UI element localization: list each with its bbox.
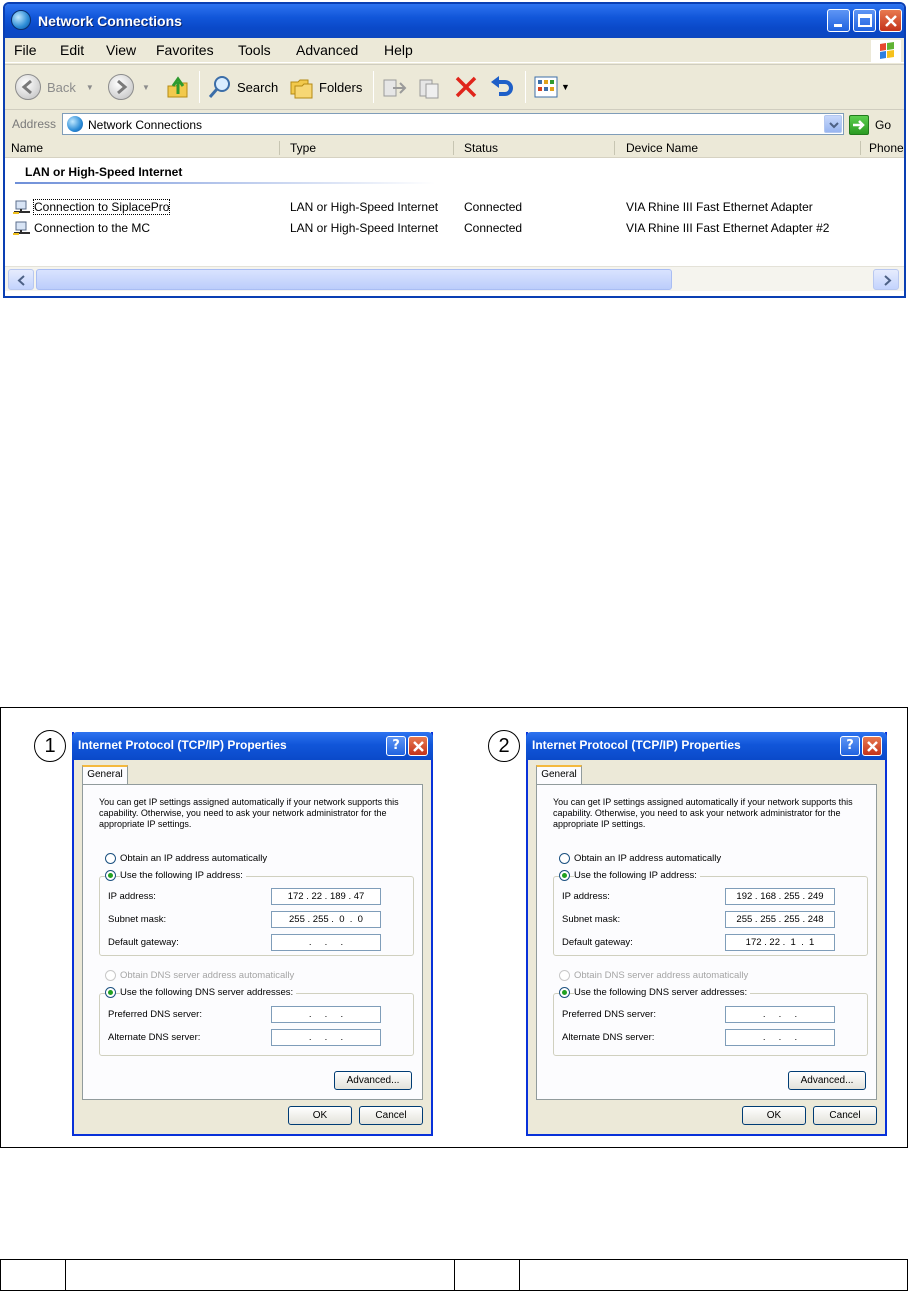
obtain-ip-label: Obtain an IP address automatically (574, 853, 722, 864)
network-globe-icon (11, 10, 31, 30)
move-to-button[interactable] (381, 73, 407, 101)
window-title: Network Connections (38, 13, 182, 29)
advanced-button[interactable]: Advanced... (334, 1071, 412, 1090)
obtain-dns-radio[interactable] (559, 970, 570, 981)
copy-to-button[interactable] (417, 73, 443, 101)
copy-to-icon (417, 74, 443, 100)
default-gateway-field[interactable]: . . . (271, 934, 381, 951)
ok-button[interactable]: OK (742, 1106, 806, 1125)
dns-group (99, 993, 414, 1056)
ok-button[interactable]: OK (288, 1106, 352, 1125)
ip-address-label: IP address: (108, 891, 156, 902)
obtain-dns-radio[interactable] (105, 970, 116, 981)
table-cell (1, 1260, 66, 1290)
default-gateway-label: Default gateway: (562, 937, 633, 948)
folders-icon (289, 74, 315, 100)
ip-address-field[interactable]: 172 . 22 . 189 . 47 (271, 888, 381, 905)
views-grid-icon (533, 74, 559, 100)
use-ip-radio[interactable] (105, 870, 116, 881)
general-panel (82, 784, 423, 1100)
dialog-title-bar[interactable] (72, 732, 433, 760)
up-folder-icon (165, 74, 191, 100)
close-button[interactable] (879, 9, 902, 32)
close-icon (409, 737, 429, 757)
column-name[interactable]: Name (11, 141, 44, 155)
address-value: Network Connections (88, 118, 203, 132)
tab-general[interactable]: General (536, 765, 582, 785)
close-icon (863, 737, 883, 757)
column-type[interactable]: Type (290, 141, 317, 155)
go-button[interactable] (849, 114, 906, 136)
alternate-dns-label: Alternate DNS server: (108, 1032, 201, 1043)
general-panel (536, 784, 877, 1100)
title-bar[interactable] (5, 4, 904, 38)
back-button[interactable] (15, 73, 94, 101)
group-heading: LAN or High-Speed Internet (25, 165, 183, 179)
preferred-dns-label: Preferred DNS server: (562, 1009, 656, 1020)
menu-tools[interactable]: Tools (238, 42, 271, 58)
menu-edit[interactable]: Edit (60, 42, 85, 58)
lan-connection-icon (13, 220, 31, 236)
connection-name: Connection to the MC (34, 221, 151, 235)
use-dns-label: Use the following DNS server addresses: (574, 987, 750, 998)
connection-type: LAN or High-Speed Internet (290, 200, 439, 214)
obtain-ip-radio[interactable] (559, 853, 570, 864)
callout-1: 1 (34, 730, 66, 762)
lan-connection-icon (13, 199, 31, 215)
minimize-button[interactable] (827, 9, 850, 32)
network-connections-window (3, 2, 906, 298)
menu-view[interactable]: View (106, 42, 137, 58)
connections-list (5, 138, 904, 298)
use-ip-label: Use the following IP address: (120, 870, 246, 881)
use-ip-label: Use the following IP address: (574, 870, 700, 881)
views-button[interactable] (533, 73, 570, 101)
search-label: Search (237, 79, 279, 95)
help-button[interactable]: ? (386, 736, 406, 756)
tcpip-dialog-1 (72, 732, 433, 1136)
back-label: Back (47, 79, 76, 95)
group-divider (15, 182, 435, 184)
subnet-mask-field[interactable]: 255 . 255 . 0 . 0 (271, 911, 381, 928)
network-globe-icon (67, 116, 83, 132)
list-item[interactable] (5, 198, 904, 216)
obtain-ip-radio[interactable] (105, 853, 116, 864)
callout-2: 2 (488, 730, 520, 762)
address-field[interactable] (62, 113, 844, 135)
horizontal-scrollbar[interactable] (5, 266, 904, 291)
chevron-left-icon (9, 270, 35, 291)
go-label: Go (875, 118, 892, 132)
dialog-title-bar[interactable] (526, 732, 887, 760)
connection-device: VIA Rhine III Fast Ethernet Adapter (626, 200, 813, 214)
list-item[interactable] (5, 219, 904, 237)
scroll-left-button[interactable] (8, 269, 34, 290)
use-dns-radio[interactable] (105, 987, 116, 998)
default-gateway-label: Default gateway: (108, 937, 179, 948)
scroll-right-button[interactable] (873, 269, 899, 290)
connection-name: Connection to SiplacePro (34, 200, 170, 214)
column-phone[interactable]: Phone (869, 141, 904, 155)
menu-advanced[interactable]: Advanced (296, 42, 359, 58)
column-device-name[interactable]: Device Name (626, 141, 699, 155)
folders-label: Folders (319, 79, 363, 95)
undo-icon (489, 74, 515, 100)
subnet-mask-field[interactable]: 255 . 255 . 255 . 248 (725, 911, 835, 928)
default-gateway-field[interactable]: 172 . 22 . 1 . 1 (725, 934, 835, 951)
column-header (5, 138, 904, 158)
description-text: You can get IP settings assigned automatically if your network supports this capability. Otherwise, you need to ask your network administrator for the appropriate IP settings. (553, 797, 853, 829)
dialog-title: Internet Protocol (TCP/IP) Properties (532, 738, 741, 752)
address-bar (5, 109, 904, 137)
undo-button[interactable] (489, 73, 515, 101)
address-label: Address (12, 117, 57, 131)
obtain-ip-label: Obtain an IP address automatically (120, 853, 268, 864)
alternate-dns-field[interactable]: . . . (725, 1029, 835, 1046)
back-arrow-icon (15, 74, 41, 100)
go-arrow-icon (849, 115, 869, 135)
connection-status: Connected (464, 200, 523, 214)
alternate-dns-field[interactable]: . . . (271, 1029, 381, 1046)
obtain-dns-label: Obtain DNS server address automatically (574, 970, 749, 981)
use-dns-radio[interactable] (559, 987, 570, 998)
alternate-dns-label: Alternate DNS server: (562, 1032, 655, 1043)
description-text: You can get IP settings assigned automatically if your network supports this capability. Otherwise, you need to ask your network administrator for the appropriate IP settings. (99, 797, 399, 829)
connection-device: VIA Rhine III Fast Ethernet Adapter #2 (626, 221, 830, 235)
cancel-button[interactable]: Cancel (813, 1106, 877, 1125)
dialog-title: Internet Protocol (TCP/IP) Properties (78, 738, 287, 752)
forward-button[interactable] (108, 73, 150, 101)
connection-status: Connected (464, 221, 523, 235)
use-dns-label: Use the following DNS server addresses: (120, 987, 296, 998)
menu-file[interactable]: File (14, 42, 37, 58)
preferred-dns-label: Preferred DNS server: (108, 1009, 202, 1020)
ip-address-label: IP address: (562, 891, 610, 902)
connection-type: LAN or High-Speed Internet (290, 221, 439, 235)
tcpip-figure (0, 707, 908, 1148)
column-status[interactable]: Status (464, 141, 499, 155)
menu-help[interactable]: Help (384, 42, 413, 58)
views-dropdown-icon[interactable]: ▼ (561, 82, 570, 92)
delete-button[interactable] (453, 73, 479, 101)
chevron-right-icon (874, 270, 900, 291)
maximize-button[interactable] (853, 9, 876, 32)
advanced-button[interactable]: Advanced... (788, 1071, 866, 1090)
menu-favorites[interactable]: Favorites (156, 42, 214, 58)
forward-arrow-icon (108, 74, 134, 100)
ip-address-field[interactable]: 192 . 168 . 255 . 249 (725, 888, 835, 905)
preferred-dns-field[interactable]: . . . (725, 1006, 835, 1023)
cancel-button[interactable]: Cancel (359, 1106, 423, 1125)
tab-general[interactable]: General (82, 765, 128, 785)
search-button[interactable] (207, 73, 278, 101)
subnet-mask-label: Subnet mask: (108, 914, 167, 925)
tcpip-dialog-2 (526, 732, 887, 1136)
menu-bar (5, 38, 904, 63)
move-to-icon (381, 74, 407, 100)
table-cell (455, 1260, 520, 1290)
address-dropdown-button[interactable] (824, 115, 842, 133)
preferred-dns-field[interactable]: . . . (271, 1006, 381, 1023)
table-cell (66, 1260, 455, 1290)
obtain-dns-label: Obtain DNS server address automatically (120, 970, 295, 981)
back-dropdown-icon[interactable]: ▼ (85, 82, 94, 92)
close-button[interactable] (408, 736, 428, 756)
subnet-mask-label: Subnet mask: (562, 914, 621, 925)
forward-dropdown-icon[interactable]: ▼ (142, 82, 150, 92)
up-folder-button[interactable] (165, 73, 191, 101)
dns-group (553, 993, 868, 1056)
close-button[interactable] (862, 736, 882, 756)
footer-table (0, 1259, 908, 1291)
search-icon (207, 74, 233, 100)
folders-button[interactable] (289, 73, 362, 101)
toolbar (5, 64, 904, 108)
use-ip-radio[interactable] (559, 870, 570, 881)
windows-logo-icon (871, 40, 901, 62)
delete-x-icon (453, 74, 479, 100)
chevron-down-icon (825, 116, 843, 134)
scroll-thumb[interactable] (36, 269, 672, 290)
help-button[interactable]: ? (840, 736, 860, 756)
